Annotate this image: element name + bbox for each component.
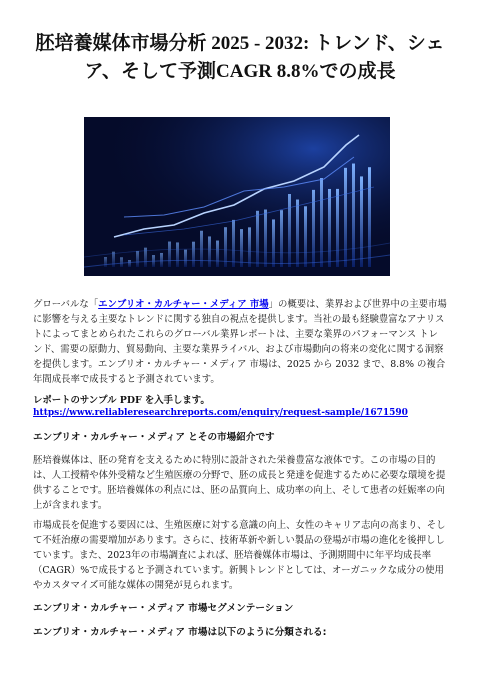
decorative-bar [184, 250, 187, 267]
page-title: 胚培養媒体市場分析 2025 - 2032: トレンド、シェア、そして予測CAGR 8.8%での成長 [35, 33, 445, 82]
decorative-bar [160, 253, 163, 267]
intro-text-before: グローバルな「 [33, 299, 99, 310]
sample-heading: レポートのサンプル PDF を入手します。 [33, 395, 210, 406]
intro-section-heading: エンブリオ・カルチャー・メディア とその市場紹介です [33, 432, 275, 443]
decorative-bar [352, 164, 355, 267]
sample-request-link[interactable]: https://www.reliableresearchreports.com/enquiry/request-sample/1671590 [33, 408, 408, 418]
decorative-bar [120, 257, 123, 267]
market-link[interactable]: エンブリオ・カルチャー・メディア 市場 [98, 299, 269, 310]
decorative-bar [192, 242, 195, 267]
decorative-bar [104, 257, 107, 267]
decorative-bar [264, 210, 267, 267]
intro-text-after: 」の概要は、業界および世界中の主要市場に影響を与える主要なトレンドに関する独自の視点を提供します。当社の最も経験豊富なアナリストによってまとめられたこれらのグローバル業界レポートは、主要な業界のパフォーマンス トレンド、需要の原動力、貿易動向、主要な業界ライバル、および市場動向の将来の変化に関する洞察を提供します。エンブリオ・カルチャー・メディア 市場は、2025 から 2032 まで、8.8% の複合年間成長率で成長すると予測されています。 [33, 299, 447, 385]
decorative-bar [288, 194, 291, 267]
decorative-bar [248, 227, 251, 267]
decorative-bar [296, 200, 299, 267]
intro-paragraph [33, 297, 447, 387]
decorative-bar [328, 189, 331, 267]
decorative-bar [232, 220, 235, 267]
decorative-bar [208, 236, 211, 267]
growth-chart-illustration [84, 117, 390, 276]
growth-factors-paragraph: 市場成長を促進する要因には、生殖医療に対する意識の向上、女性のキャリア志向の高まり、そして不妊治療の需要増加があります。さらに、技術革新や新しい製品の登場が市場の進化を後押ししています。また、2023年の市場調査によれば、胚培養媒体市場は、予測期間中に年平均成長率（CAGR）%で成長すると予測されています。新興トレンドとしては、オーガニックな成分の使用やカスタマイズ可能な媒体の開発が見られます。 [33, 520, 446, 591]
classification-heading: エンブリオ・カルチャー・メディア 市場は以下のように分類される: [33, 627, 327, 638]
decorative-bar [240, 229, 243, 267]
segmentation-heading: エンブリオ・カルチャー・メディア 市場セグメンテーション [33, 603, 294, 614]
decorative-bar [128, 260, 131, 267]
decorative-bar [368, 167, 371, 267]
decorative-bar [280, 210, 283, 267]
decorative-bar [304, 206, 307, 267]
hero-image [84, 117, 390, 276]
decorative-bar [272, 219, 275, 267]
decorative-bar [216, 241, 219, 267]
description-paragraph: 胚培養媒体は、胚の発育を支えるために特別に設計された栄養豊富な液体です。この市場の目的は、人工授精や体外受精など生殖医療の分野で、胚の成長と発達を促進するために必要な環境を提供することです。胚培養媒体の利点には、胚の品質向上、成功率の向上、そして患者の妊娠率の向上が含まれます。 [33, 455, 446, 511]
decorative-bar [344, 168, 347, 267]
decorative-bar [176, 242, 179, 267]
decorative-bar [136, 251, 139, 267]
decorative-bar [336, 189, 339, 267]
decorative-bar [256, 211, 259, 267]
decorative-bar [168, 242, 171, 267]
decorative-bar [320, 178, 323, 267]
